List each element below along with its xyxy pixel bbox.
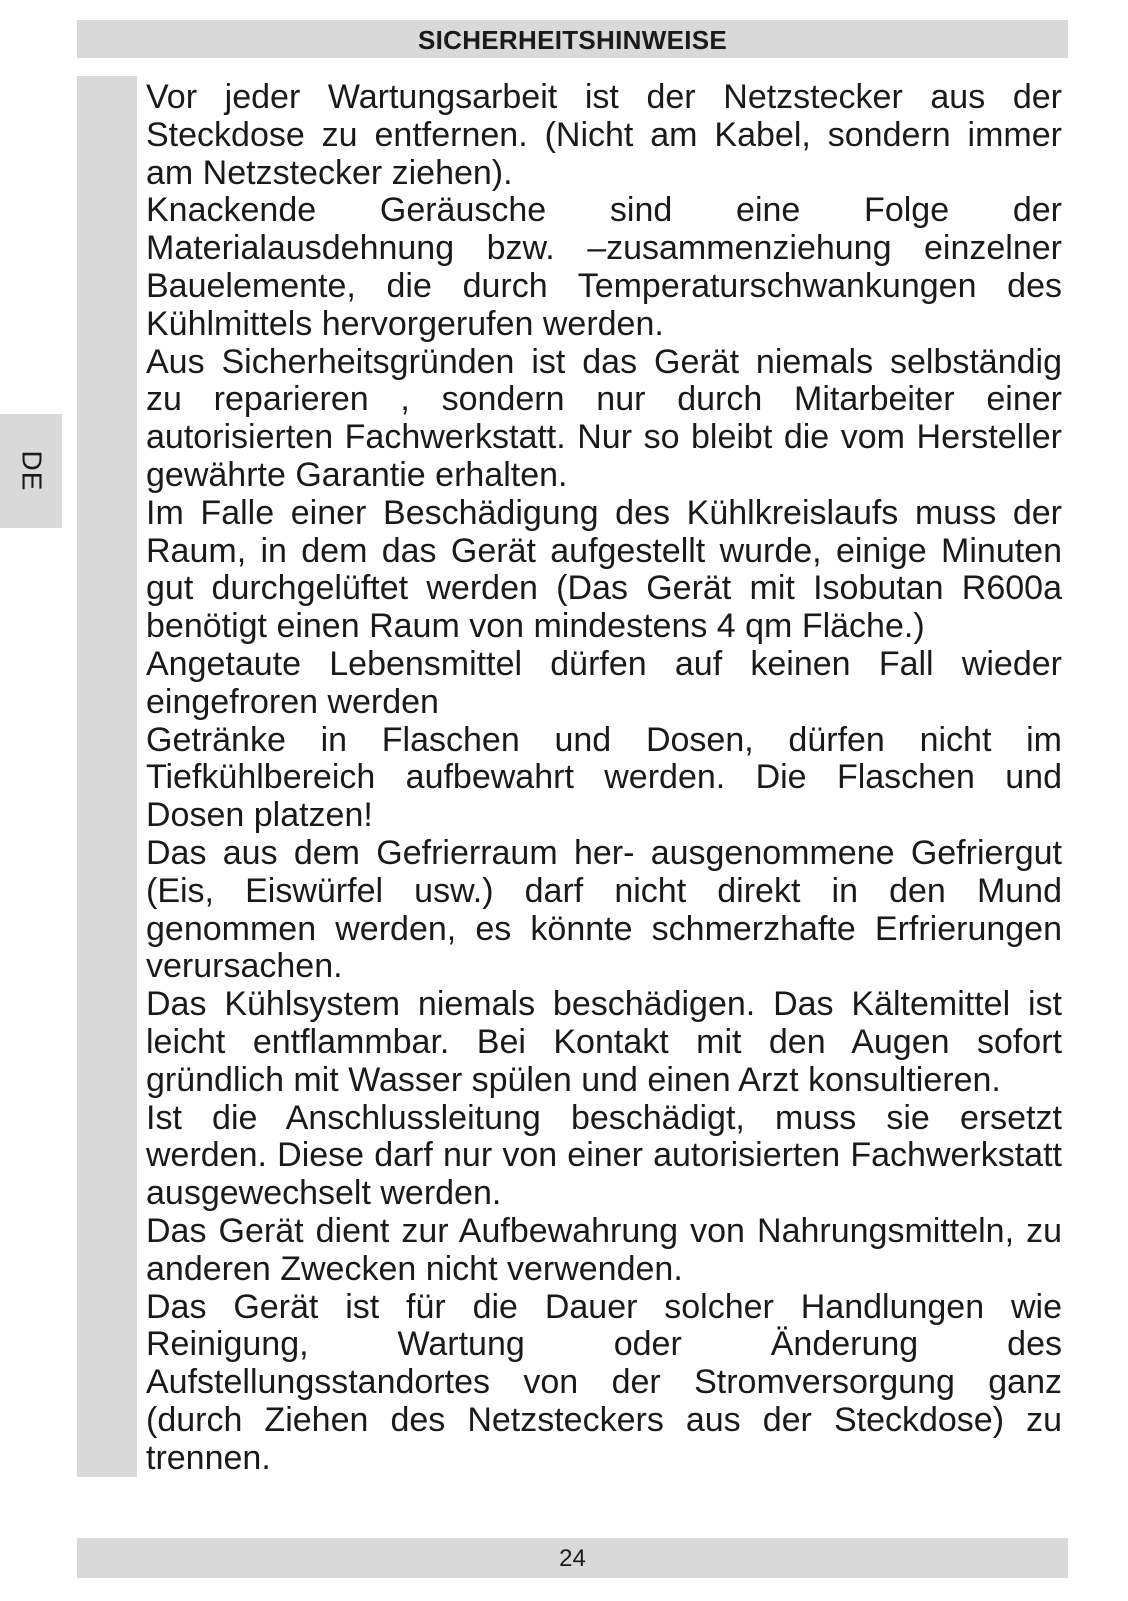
paragraph-6: Getränke in Flaschen und Dosen, dürfen nicht im Tiefkühlbereich aufbewahrt werden. Die Flaschen und Dosen platzen! [146,720,1062,835]
paragraph-2: Knackende Geräusche sind eine Folge der Materialausdehnung bzw. –zusammenziehung einzelner Bauelemente, die durch Temperaturschwankungen des Kühlmittels hervorgerufen werden. [146,191,1062,343]
paragraph-3: Aus Sicherheitsgründen ist das Gerät niemals selbständig zu reparieren , sondern nur durch Mitarbeiter einer autorisierten Fachwerkstatt. Nur so bleibt die vom Hersteller gewährte Garantie erhalten. [146,342,1062,494]
section-title: SICHERHEITSHINWEISE [417,25,728,55]
language-label: DE [16,450,47,492]
section-header [77,20,1068,58]
side-column-bar [77,76,137,1477]
language-tab [0,414,62,528]
paragraph-8: Das Kühlsystem niemals beschädigen. Das Kältemittel ist leicht entflammbar. Bei Kontakt mit den Augen sofort gründlich mit Wasser spülen und einen Arzt konsultieren. [146,985,1062,1099]
page-footer [77,1538,1068,1578]
paragraph-11: Das Gerät ist für die Dauer solcher Handlungen wie Reinigung, Wartung oder Änderung des Aufstellungsstandortes von der Stromversorgung ganz (durch Ziehen des Netzsteckers aus der Steckdose) zu trennen. [146,1287,1062,1477]
paragraph-10: Das Gerät dient zur Aufbewahrung von Nahrungsmitteln, zu anderen Zwecken nicht verwenden. [146,1211,1062,1288]
paragraph-5: Angetaute Lebensmittel dürfen auf keinen Fall wieder eingefroren werden [146,644,1062,721]
paragraph-9: Ist die Anschlussleitung beschädigt, muss sie ersetzt werden. Diese darf nur von einer autorisierten Fachwerkstatt ausgewechselt werden. [146,1098,1062,1213]
page-number: 24 [559,1545,586,1572]
paragraph-4: Im Falle einer Beschädigung des Kühlkreislaufs muss der Raum, in dem das Gerät aufgestellt wurde, einige Minuten gut durchgelüftet werden (Das Gerät mit Isobutan R600a benötigt einen Raum von mindestens 4 qm Fläche.) [146,493,1062,646]
paragraph-1: Vor jeder Wartungsarbeit ist der Netzstecker aus der Steckdose zu entfernen. (Nicht am Kabel, sondern immer am Netzstecker ziehen). [146,78,1062,192]
safety-instructions [146,79,1062,1477]
paragraph-7: Das aus dem Gefrierraum her- ausgenommene Gefriergut (Eis, Eiswürfel usw.) darf nicht direkt in den Mund genommen werden, es könnte schmerzhafte Erfrierungen verursachen. [146,833,1062,986]
